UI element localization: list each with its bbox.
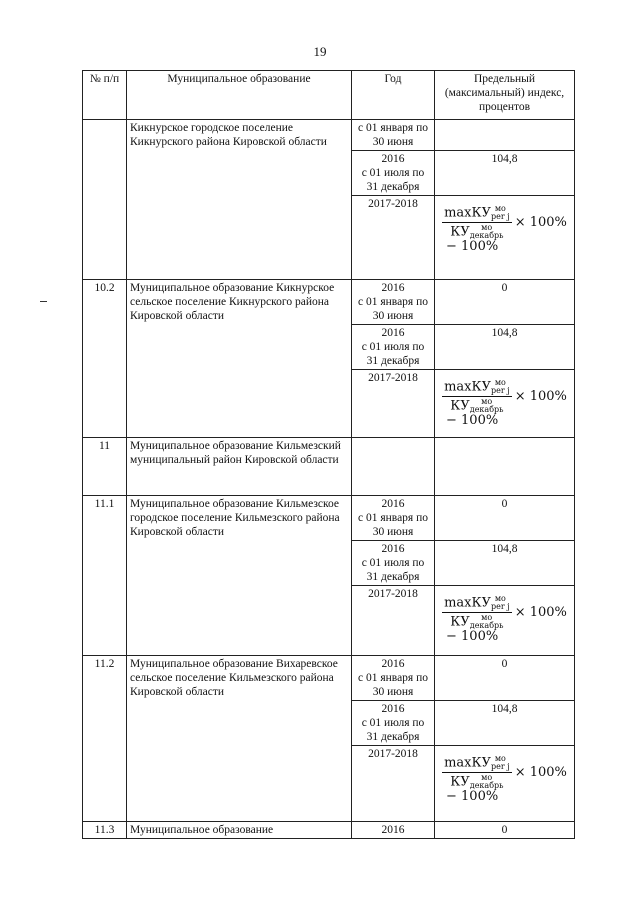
row-number: 11.2 bbox=[83, 656, 127, 822]
municipality-name: Кикнурское городское поселение Кикнурского района Кировской области bbox=[127, 120, 352, 280]
period-2017-2018: 2017-2018 bbox=[352, 196, 435, 280]
index-value: 104,8 bbox=[435, 151, 575, 196]
municipality-name: Муниципальное образование bbox=[127, 822, 352, 839]
index-value: 104,8 bbox=[435, 701, 575, 746]
municipality-name: Муниципальное образование Вихаревское сельское поселение Кильмезского района Кировской области bbox=[127, 656, 352, 822]
index-value: 0 bbox=[435, 822, 575, 839]
row-number: 10.2 bbox=[83, 280, 127, 438]
period-jul-dec: 2016 с 01 июля по 31 декабря bbox=[352, 325, 435, 370]
tariff-index-table bbox=[82, 70, 575, 839]
index-value: 0 bbox=[435, 280, 575, 325]
row-number: 11.1 bbox=[83, 496, 127, 656]
period-2017-2018: 2017-2018 bbox=[352, 370, 435, 438]
table-row bbox=[83, 120, 575, 151]
table-row bbox=[83, 656, 575, 701]
period-jan-jun: 2016 с 01 января по 30 июня bbox=[352, 280, 435, 325]
table-row bbox=[83, 496, 575, 541]
row-number: 11.3 bbox=[83, 822, 127, 839]
period-jul-dec: 2016 с 01 июля по 31 декабря bbox=[352, 701, 435, 746]
period-jan-jun: 2016 с 01 января по 30 июня bbox=[352, 496, 435, 541]
index-empty bbox=[435, 438, 575, 496]
index-value: 104,8 bbox=[435, 541, 575, 586]
index-formula: maxКУ мо per j КУ мо декабрь × 100% − 100% bbox=[435, 196, 575, 280]
table-row bbox=[83, 438, 575, 496]
index-value: 0 bbox=[435, 656, 575, 701]
page-number: 19 bbox=[313, 44, 327, 59]
margin-dash bbox=[40, 301, 47, 302]
period-2017-2018: 2017-2018 bbox=[352, 586, 435, 656]
row-number bbox=[83, 120, 127, 280]
header-municipality: Муниципальное образование bbox=[127, 71, 352, 120]
row-number: 11 bbox=[83, 438, 127, 496]
period-empty bbox=[352, 438, 435, 496]
header-year: Год bbox=[352, 71, 435, 120]
period-jul-dec: 2016 с 01 июля по 31 декабря bbox=[352, 151, 435, 196]
header-index: Предельный (максимальный) индекс, процентов bbox=[435, 71, 575, 120]
index-formula: maxКУ мо per j КУ мо декабрь × 100% − 100% bbox=[435, 586, 575, 656]
index-formula: maxКУ мо per j КУ мо декабрь × 100% − 100% bbox=[435, 370, 575, 438]
period-jan-jun: 2016 с 01 января по 30 июня bbox=[352, 656, 435, 701]
period-jul-dec: 2016 с 01 июля по 31 декабря bbox=[352, 541, 435, 586]
municipality-name: Муниципальное образование Кильмезский муниципальный район Кировской области bbox=[127, 438, 352, 496]
table-row bbox=[83, 280, 575, 325]
period-2017-2018: 2017-2018 bbox=[352, 746, 435, 822]
index-value bbox=[435, 120, 575, 151]
header-num: № п/п bbox=[83, 71, 127, 120]
period-jan-jun: с 01 января по 30 июня bbox=[352, 120, 435, 151]
index-value: 104,8 bbox=[435, 325, 575, 370]
municipality-name: Муниципальное образование Кикнурское сельское поселение Кикнурского района Кировской области bbox=[127, 280, 352, 438]
municipality-name: Муниципальное образование Кильмезское городское поселение Кильмезского района Кировской области bbox=[127, 496, 352, 656]
table-header-row bbox=[83, 71, 575, 120]
index-value: 0 bbox=[435, 496, 575, 541]
period-year: 2016 bbox=[352, 822, 435, 839]
table-row bbox=[83, 822, 575, 839]
index-formula: maxКУ мо per j КУ мо декабрь × 100% − 100% bbox=[435, 746, 575, 822]
